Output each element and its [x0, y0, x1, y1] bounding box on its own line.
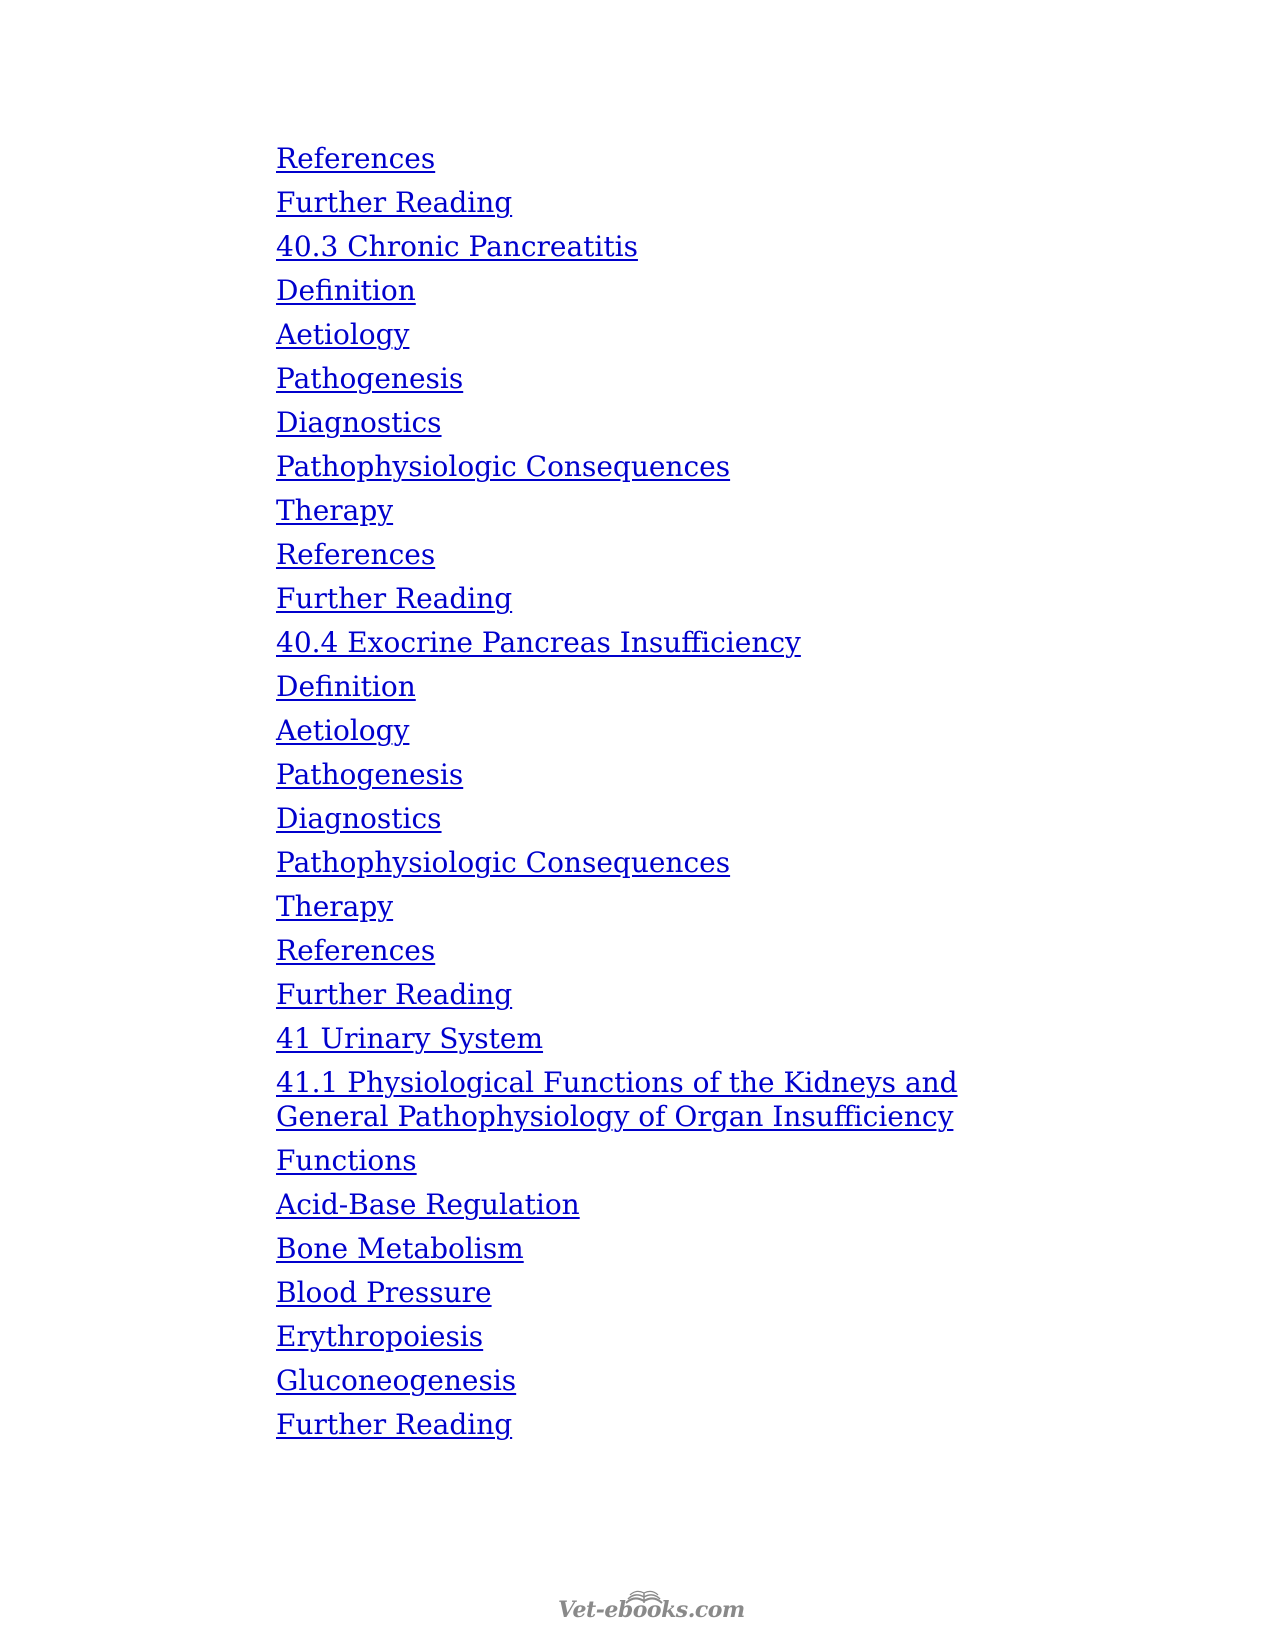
toc-link-aetiology[interactable]: Aetiology [276, 714, 410, 747]
toc-item [276, 1022, 1096, 1066]
toc-item [276, 758, 1096, 802]
toc-link-functions[interactable]: Functions [276, 1144, 417, 1177]
watermark-text: Vet-ebooks.com [558, 1597, 745, 1623]
toc-link-references[interactable]: References [276, 142, 436, 175]
toc-item [276, 1232, 1096, 1276]
toc-link-erythropoiesis[interactable]: Erythropoiesis [276, 1320, 484, 1353]
toc-link-diagnostics[interactable]: Diagnostics [276, 406, 442, 439]
toc-item [276, 1364, 1096, 1408]
toc-link-further-reading[interactable]: Further Reading [276, 1408, 513, 1441]
toc-link-therapy[interactable]: Therapy [276, 494, 394, 527]
toc-item [276, 582, 1096, 626]
toc-link-further-reading[interactable]: Further Reading [276, 978, 513, 1011]
toc-link-aetiology[interactable]: Aetiology [276, 318, 410, 351]
toc-link-pathogenesis[interactable]: Pathogenesis [276, 758, 464, 791]
toc-link-physiological-functions-kidneys[interactable]: 41.1 Physiological Functions of the Kidneys and General Pathophysiology of Organ Insufficiency [276, 1066, 958, 1133]
toc-link-therapy[interactable]: Therapy [276, 890, 394, 923]
toc-link-chronic-pancreatitis[interactable]: 40.3 Chronic Pancreatitis [276, 230, 638, 263]
toc-item [276, 626, 1096, 670]
toc-link-urinary-system[interactable]: 41 Urinary System [276, 1022, 544, 1055]
toc-item [276, 142, 1096, 186]
toc-item [276, 318, 1096, 362]
toc-item [276, 714, 1096, 758]
toc-link-references[interactable]: References [276, 538, 436, 571]
table-of-contents [276, 142, 1096, 1452]
toc-item [276, 934, 1096, 978]
toc-item [276, 670, 1096, 714]
toc-link-pathophysiologic-consequences[interactable]: Pathophysiologic Consequences [276, 846, 731, 879]
toc-link-acid-base-regulation[interactable]: Acid-Base Regulation [276, 1188, 580, 1221]
toc-link-definition[interactable]: Definition [276, 274, 416, 307]
toc-link-pathogenesis[interactable]: Pathogenesis [276, 362, 464, 395]
toc-item [276, 890, 1096, 934]
toc-link-blood-pressure[interactable]: Blood Pressure [276, 1276, 492, 1309]
watermark-logo [554, 1593, 745, 1627]
toc-item [276, 1320, 1096, 1364]
toc-item [276, 186, 1096, 230]
toc-link-pathophysiologic-consequences[interactable]: Pathophysiologic Consequences [276, 450, 731, 483]
toc-item [276, 802, 1096, 846]
toc-item [276, 538, 1096, 582]
toc-item [276, 1188, 1096, 1232]
toc-item [276, 1144, 1096, 1188]
toc-item [276, 494, 1096, 538]
toc-item [276, 406, 1096, 450]
toc-link-bone-metabolism[interactable]: Bone Metabolism [276, 1232, 524, 1265]
toc-item [276, 1408, 1096, 1452]
toc-link-further-reading[interactable]: Further Reading [276, 186, 513, 219]
toc-item [276, 274, 1096, 318]
toc-item [276, 978, 1096, 1022]
toc-item [276, 1276, 1096, 1320]
toc-link-further-reading[interactable]: Further Reading [276, 582, 513, 615]
toc-link-gluconeogenesis[interactable]: Gluconeogenesis [276, 1364, 517, 1397]
toc-item [276, 362, 1096, 406]
toc-item [276, 1066, 1096, 1144]
toc-item [276, 230, 1096, 274]
toc-item [276, 846, 1096, 890]
toc-link-exocrine-pancreas-insufficiency[interactable]: 40.4 Exocrine Pancreas Insufficiency [276, 626, 801, 659]
toc-link-definition[interactable]: Definition [276, 670, 416, 703]
toc-link-references[interactable]: References [276, 934, 436, 967]
toc-link-diagnostics[interactable]: Diagnostics [276, 802, 442, 835]
toc-item [276, 450, 1096, 494]
